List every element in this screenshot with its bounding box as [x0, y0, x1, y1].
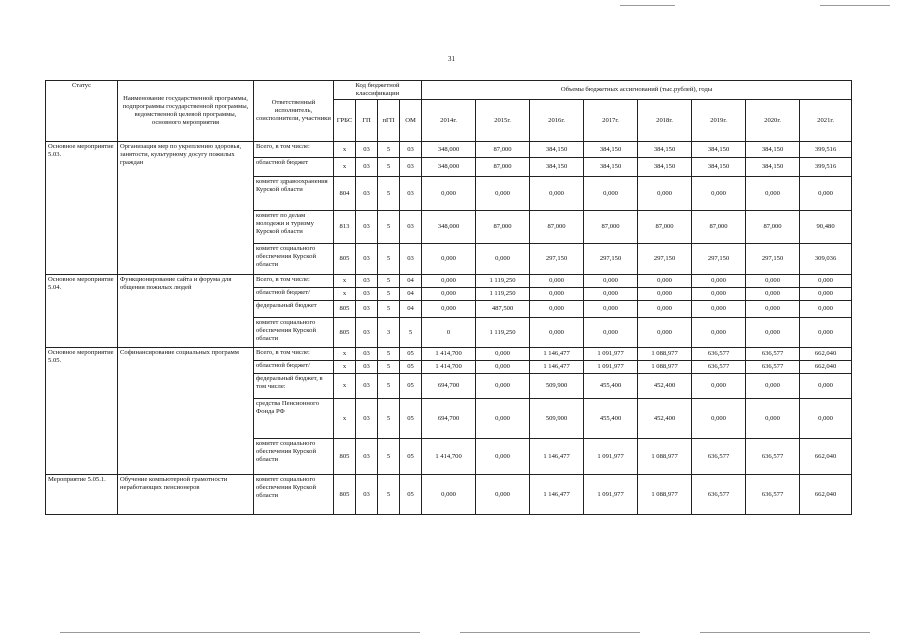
- amount-cell: 1 088,977: [638, 475, 692, 515]
- responsible-cell: комитет по делам молодежи и туризму Курской области: [254, 211, 334, 244]
- code-pgp-cell: 5: [378, 158, 400, 177]
- amount-cell: 0,000: [692, 399, 746, 439]
- amount-cell: 636,577: [746, 361, 800, 374]
- amount-cell: 1 091,977: [584, 348, 638, 361]
- scan-artifact-bottom: [460, 632, 640, 633]
- scan-artifact-bottom: [60, 632, 420, 633]
- amount-cell: 636,577: [746, 439, 800, 475]
- amount-cell: 1 414,700: [422, 348, 476, 361]
- amount-cell: 0,000: [476, 348, 530, 361]
- code-grbs-cell: х: [334, 158, 356, 177]
- amount-cell: 1 146,477: [530, 439, 584, 475]
- amount-cell: 1 088,977: [638, 439, 692, 475]
- amount-cell: 0,000: [746, 275, 800, 288]
- header-year: 2014г.: [422, 100, 476, 142]
- page-number: 31: [448, 55, 455, 63]
- header-year: 2020г.: [746, 100, 800, 142]
- amount-cell: 384,150: [530, 158, 584, 177]
- responsible-cell: комитет социального обеспечения Курской области: [254, 475, 334, 515]
- header-code-grbs: ГРБС: [334, 100, 356, 142]
- header-code-group: Код бюджетной классификации: [334, 81, 422, 100]
- status-cell: Основное мероприятие 5.03.: [46, 142, 118, 275]
- amount-cell: 297,150: [530, 244, 584, 275]
- code-pgp-cell: 5: [378, 301, 400, 318]
- amount-cell: 0,000: [530, 288, 584, 301]
- amount-cell: 0,000: [692, 374, 746, 399]
- code-grbs-cell: 804: [334, 177, 356, 211]
- amount-cell: 0,000: [800, 288, 852, 301]
- header-year: 2018г.: [638, 100, 692, 142]
- amount-cell: 509,900: [530, 399, 584, 439]
- amount-cell: 0,000: [800, 399, 852, 439]
- amount-cell: 1 091,977: [584, 361, 638, 374]
- code-grbs-cell: 805: [334, 318, 356, 348]
- amount-cell: 1 146,477: [530, 475, 584, 515]
- header-responsible: Ответственный исполнитель, соисполнители, участники: [254, 81, 334, 142]
- measure-name-cell: Функционирование сайта и форума для общения пожилых людей: [118, 275, 254, 348]
- amount-cell: 0,000: [692, 275, 746, 288]
- amount-cell: 0,000: [638, 301, 692, 318]
- code-gp-cell: 03: [356, 361, 378, 374]
- amount-cell: 87,000: [476, 142, 530, 158]
- measure-name-cell: Организация мер по укреплению здоровья, занятости, культурному досугу пожилых граждан: [118, 142, 254, 275]
- amount-cell: 0,000: [692, 177, 746, 211]
- responsible-cell: областной бюджет/: [254, 361, 334, 374]
- code-gp-cell: 03: [356, 399, 378, 439]
- amount-cell: 636,577: [692, 348, 746, 361]
- amount-cell: 384,150: [692, 158, 746, 177]
- amount-cell: 1 414,700: [422, 439, 476, 475]
- amount-cell: 0,000: [638, 177, 692, 211]
- code-gp-cell: 03: [356, 439, 378, 475]
- amount-cell: 1 146,477: [530, 348, 584, 361]
- responsible-cell: комитет здравоохранения Курской области: [254, 177, 334, 211]
- header-year: 2015г.: [476, 100, 530, 142]
- amount-cell: 309,036: [800, 244, 852, 275]
- amount-cell: 399,516: [800, 142, 852, 158]
- amount-cell: 0,000: [584, 288, 638, 301]
- code-pgp-cell: 5: [378, 142, 400, 158]
- code-grbs-cell: х: [334, 142, 356, 158]
- amount-cell: 0,000: [638, 318, 692, 348]
- amount-cell: 636,577: [692, 439, 746, 475]
- code-gp-cell: 03: [356, 288, 378, 301]
- amount-cell: 0,000: [422, 475, 476, 515]
- code-grbs-cell: 805: [334, 475, 356, 515]
- code-om-cell: 05: [400, 348, 422, 361]
- responsible-cell: средства Пенсионного Фонда РФ: [254, 399, 334, 439]
- amount-cell: 0,000: [692, 301, 746, 318]
- code-grbs-cell: х: [334, 374, 356, 399]
- amount-cell: 399,516: [800, 158, 852, 177]
- responsible-cell: федеральный бюджет: [254, 301, 334, 318]
- header-year: 2019г.: [692, 100, 746, 142]
- amount-cell: 0,000: [746, 177, 800, 211]
- code-gp-cell: 03: [356, 301, 378, 318]
- code-grbs-cell: х: [334, 361, 356, 374]
- amount-cell: 0,000: [422, 288, 476, 301]
- amount-cell: 384,150: [638, 142, 692, 158]
- amount-cell: 384,150: [638, 158, 692, 177]
- code-grbs-cell: 813: [334, 211, 356, 244]
- amount-cell: 0,000: [530, 275, 584, 288]
- code-om-cell: 05: [400, 399, 422, 439]
- responsible-cell: Всего, в том числе:: [254, 275, 334, 288]
- amount-cell: 297,150: [584, 244, 638, 275]
- responsible-cell: федеральный бюджет, в том числе:: [254, 374, 334, 399]
- amount-cell: 297,150: [746, 244, 800, 275]
- budget-table: [45, 80, 852, 515]
- code-grbs-cell: х: [334, 399, 356, 439]
- amount-cell: 1 146,477: [530, 361, 584, 374]
- code-grbs-cell: х: [334, 348, 356, 361]
- amount-cell: 0,000: [584, 318, 638, 348]
- amount-cell: 0,000: [746, 288, 800, 301]
- responsible-cell: областной бюджет/: [254, 288, 334, 301]
- amount-cell: 694,700: [422, 399, 476, 439]
- amount-cell: 662,040: [800, 361, 852, 374]
- amount-cell: 0,000: [530, 318, 584, 348]
- header-year: 2016г.: [530, 100, 584, 142]
- amount-cell: 636,577: [692, 475, 746, 515]
- status-cell: Мероприятие 5.05.1.: [46, 475, 118, 515]
- amount-cell: 0,000: [584, 177, 638, 211]
- code-grbs-cell: 805: [334, 244, 356, 275]
- code-pgp-cell: 5: [378, 361, 400, 374]
- code-gp-cell: 03: [356, 374, 378, 399]
- header-code-pgp: пГП: [378, 100, 400, 142]
- code-om-cell: 03: [400, 158, 422, 177]
- status-cell: Основное мероприятие 5.05.: [46, 348, 118, 475]
- amount-cell: 384,150: [584, 142, 638, 158]
- amount-cell: 452,400: [638, 399, 692, 439]
- amount-cell: 0,000: [800, 177, 852, 211]
- code-om-cell: 04: [400, 288, 422, 301]
- code-gp-cell: 03: [356, 158, 378, 177]
- amount-cell: 662,040: [800, 348, 852, 361]
- amount-cell: 0,000: [476, 399, 530, 439]
- amount-cell: 0,000: [530, 177, 584, 211]
- code-gp-cell: 03: [356, 348, 378, 361]
- code-om-cell: 03: [400, 142, 422, 158]
- amount-cell: 0,000: [692, 288, 746, 301]
- header-code-om: ОМ: [400, 100, 422, 142]
- code-pgp-cell: 3: [378, 318, 400, 348]
- amount-cell: 297,150: [692, 244, 746, 275]
- amount-cell: 636,577: [746, 475, 800, 515]
- code-om-cell: 05: [400, 475, 422, 515]
- code-pgp-cell: 5: [378, 211, 400, 244]
- code-om-cell: 05: [400, 374, 422, 399]
- table-row: [46, 348, 852, 361]
- amount-cell: 1 091,977: [584, 439, 638, 475]
- amount-cell: 0,000: [800, 275, 852, 288]
- amount-cell: 87,000: [638, 211, 692, 244]
- amount-cell: 87,000: [746, 211, 800, 244]
- code-om-cell: 03: [400, 244, 422, 275]
- amount-cell: 0,000: [476, 374, 530, 399]
- amount-cell: 452,400: [638, 374, 692, 399]
- code-pgp-cell: 5: [378, 177, 400, 211]
- amount-cell: 348,000: [422, 142, 476, 158]
- amount-cell: 0,000: [476, 361, 530, 374]
- code-gp-cell: 03: [356, 275, 378, 288]
- amount-cell: 694,700: [422, 374, 476, 399]
- amount-cell: 1 414,700: [422, 361, 476, 374]
- amount-cell: 1 119,250: [476, 275, 530, 288]
- amount-cell: 384,150: [692, 142, 746, 158]
- code-grbs-cell: х: [334, 275, 356, 288]
- code-om-cell: 05: [400, 439, 422, 475]
- header-year: 2021г.: [800, 100, 852, 142]
- status-cell: Основное мероприятие 5.04.: [46, 275, 118, 348]
- code-om-cell: 03: [400, 177, 422, 211]
- amount-cell: 0,000: [476, 244, 530, 275]
- code-gp-cell: 03: [356, 211, 378, 244]
- scan-artifact-bottom: [700, 632, 870, 633]
- measure-name-cell: Обучение компьютерной грамотности неработающих пенсионеров: [118, 475, 254, 515]
- amount-cell: 0,000: [746, 301, 800, 318]
- amount-cell: 1 119,250: [476, 288, 530, 301]
- amount-cell: 0,000: [422, 244, 476, 275]
- amount-cell: 0,000: [800, 301, 852, 318]
- amount-cell: 87,000: [692, 211, 746, 244]
- amount-cell: 0: [422, 318, 476, 348]
- amount-cell: 0,000: [476, 475, 530, 515]
- code-gp-cell: 03: [356, 475, 378, 515]
- responsible-cell: комитет социального обеспечения Курской области: [254, 318, 334, 348]
- amount-cell: 384,150: [584, 158, 638, 177]
- amount-cell: 455,400: [584, 374, 638, 399]
- responsible-cell: Всего, в том числе:: [254, 142, 334, 158]
- responsible-cell: областной бюджет: [254, 158, 334, 177]
- code-pgp-cell: 5: [378, 475, 400, 515]
- amount-cell: 0,000: [746, 399, 800, 439]
- amount-cell: 0,000: [584, 275, 638, 288]
- code-grbs-cell: 805: [334, 301, 356, 318]
- code-grbs-cell: 805: [334, 439, 356, 475]
- amount-cell: 87,000: [530, 211, 584, 244]
- responsible-cell: комитет социального обеспечения Курской области: [254, 439, 334, 475]
- table-row: [46, 275, 852, 288]
- table-row: [46, 142, 852, 158]
- scan-artifact-top: [820, 5, 890, 6]
- responsible-cell: Всего, в том числе:: [254, 348, 334, 361]
- amount-cell: 384,150: [746, 158, 800, 177]
- amount-cell: 348,000: [422, 211, 476, 244]
- amount-cell: 0,000: [584, 301, 638, 318]
- code-om-cell: 04: [400, 301, 422, 318]
- code-pgp-cell: 5: [378, 244, 400, 275]
- header-name: Наименование государственной программы, подпрограммы государственной программы, ведомственной целевой программы, основного мероприятия: [118, 81, 254, 142]
- code-pgp-cell: 5: [378, 374, 400, 399]
- code-om-cell: 04: [400, 275, 422, 288]
- amount-cell: 0,000: [422, 301, 476, 318]
- amount-cell: 0,000: [692, 318, 746, 348]
- amount-cell: 0,000: [800, 318, 852, 348]
- amount-cell: 384,150: [530, 142, 584, 158]
- amount-cell: 0,000: [746, 318, 800, 348]
- code-om-cell: 05: [400, 361, 422, 374]
- amount-cell: 1 119,250: [476, 318, 530, 348]
- code-pgp-cell: 5: [378, 348, 400, 361]
- amount-cell: 487,500: [476, 301, 530, 318]
- header-code-gp: ГП: [356, 100, 378, 142]
- amount-cell: 509,900: [530, 374, 584, 399]
- code-gp-cell: 03: [356, 318, 378, 348]
- header-year: 2017г.: [584, 100, 638, 142]
- header-status: Статус: [46, 81, 118, 142]
- amount-cell: 87,000: [476, 211, 530, 244]
- code-grbs-cell: х: [334, 288, 356, 301]
- amount-cell: 1 088,977: [638, 361, 692, 374]
- amount-cell: 384,150: [746, 142, 800, 158]
- amount-cell: 636,577: [746, 348, 800, 361]
- amount-cell: 0,000: [638, 275, 692, 288]
- amount-cell: 0,000: [530, 301, 584, 318]
- amount-cell: 636,577: [692, 361, 746, 374]
- header-volumes-group: Объемы бюджетных ассигнований (тыс.рублей), годы: [422, 81, 852, 100]
- code-om-cell: 03: [400, 211, 422, 244]
- amount-cell: 662,040: [800, 439, 852, 475]
- table-row: [46, 475, 852, 515]
- amount-cell: 0,000: [422, 275, 476, 288]
- amount-cell: 87,000: [584, 211, 638, 244]
- measure-name-cell: Софинансирование социальных программ: [118, 348, 254, 475]
- code-gp-cell: 03: [356, 244, 378, 275]
- amount-cell: 662,040: [800, 475, 852, 515]
- amount-cell: 1 088,977: [638, 348, 692, 361]
- amount-cell: 455,400: [584, 399, 638, 439]
- code-pgp-cell: 5: [378, 439, 400, 475]
- responsible-cell: комитет социального обеспечения Курской области: [254, 244, 334, 275]
- amount-cell: 0,000: [638, 288, 692, 301]
- amount-cell: 90,480: [800, 211, 852, 244]
- amount-cell: 0,000: [746, 374, 800, 399]
- code-gp-cell: 03: [356, 177, 378, 211]
- code-pgp-cell: 5: [378, 288, 400, 301]
- code-pgp-cell: 5: [378, 399, 400, 439]
- amount-cell: 0,000: [800, 374, 852, 399]
- code-om-cell: 5: [400, 318, 422, 348]
- amount-cell: 0,000: [422, 177, 476, 211]
- code-gp-cell: 03: [356, 142, 378, 158]
- amount-cell: 87,000: [476, 158, 530, 177]
- amount-cell: 1 091,977: [584, 475, 638, 515]
- amount-cell: 0,000: [476, 439, 530, 475]
- amount-cell: 0,000: [476, 177, 530, 211]
- code-pgp-cell: 5: [378, 275, 400, 288]
- amount-cell: 348,000: [422, 158, 476, 177]
- scan-artifact-top: [620, 5, 675, 6]
- amount-cell: 297,150: [638, 244, 692, 275]
